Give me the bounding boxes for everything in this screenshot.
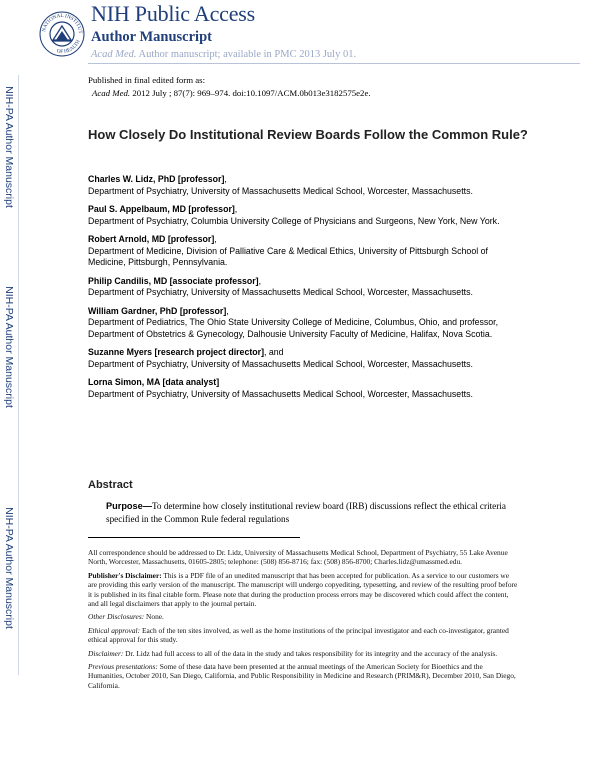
nih-seal-logo xyxy=(38,4,86,64)
footnote-label: Previous presentations: xyxy=(88,662,158,672)
abstract-heading: Abstract xyxy=(88,479,133,491)
author-name: Philip Candilis, MD [associate professor] xyxy=(88,275,259,286)
author-entry xyxy=(88,377,508,400)
nih-seal-icon xyxy=(38,4,86,64)
author-entry xyxy=(88,204,508,227)
author-affiliation: Department of Psychiatry, Columbia University College of Physicians and Surgeons, New York, New York. xyxy=(88,215,500,226)
author-name: Charles W. Lidz, PhD [professor] xyxy=(88,174,225,184)
published-line: Published in final edited form as: xyxy=(88,75,206,85)
abstract-purpose xyxy=(106,500,506,526)
author-sep: , xyxy=(226,305,229,316)
footnote-publisher-disclaimer xyxy=(88,571,518,609)
author-sep: , and xyxy=(264,347,284,357)
footnote-correspondence: All correspondence should be addressed to Dr. Lidz, University of Massachusetts Medical School, Department of Psychiatry, 55 Lake Avenue North, Worcester, Massachusetts, 01605-2805; telephone: (508) 856-8716; fax: (508) 856-8700; Charles.lidz@umassmed.edu. xyxy=(88,548,508,567)
citation-journal: Acad Med. xyxy=(92,87,131,98)
author-name: Robert Arnold, MD [professor] xyxy=(88,234,215,244)
article-title: How Closely Do Institutional Review Boards Follow the Common Rule? xyxy=(88,127,528,142)
footnote-label: Other Disclosures: xyxy=(88,612,145,622)
abstract-purpose-text: To determine how closely institutional review board (IRB) discussions reflect the ethical criteria specified in the Common Rule federal regulations xyxy=(106,501,506,524)
author-entry xyxy=(88,306,508,341)
author-entry xyxy=(88,347,508,370)
footnote-previous-presentations xyxy=(88,662,518,690)
author-name: Paul S. Appelbaum, MD [professor] xyxy=(88,204,235,214)
author-sep: , xyxy=(224,174,227,184)
author-affiliation: Department of Medicine, Division of Palliative Care & Medical Ethics, University of Pittsburgh School of Medicine, Pittsburgh, Pennsylvania. xyxy=(88,245,488,267)
sidebar-label-text-1: NIH-PA Author Manuscript xyxy=(3,86,15,208)
author-affiliation: Department of Psychiatry, University of Massachusetts Medical School, Worcester, Massachusetts. xyxy=(88,185,473,196)
author-name: Lorna Simon, MA [data analyst] xyxy=(88,377,220,387)
sidebar-label-text-3: NIH-PA Author Manuscript xyxy=(3,507,15,629)
author-affiliation: Department of Psychiatry, University of Massachusetts Medical School, Worcester, Massachusetts. xyxy=(88,388,473,399)
author-manuscript-subtitle: Author Manuscript xyxy=(91,29,212,45)
header-divider xyxy=(88,63,580,64)
availability-journal: Acad Med. xyxy=(91,49,137,60)
footnote-other-disclosures xyxy=(88,612,518,621)
footnote-label: Publisher's Disclaimer: xyxy=(88,570,162,580)
author-affiliation: Department of Psychiatry, University of Massachusetts Medical School, Worcester, Massachusetts. xyxy=(88,287,473,297)
author-name: William Gardner, PhD [professor] xyxy=(88,305,227,316)
citation-text: 2012 July ; 87(7): 969–974. doi:10.1097/ACM.0b013e3182575e2e. xyxy=(132,87,371,98)
author-sep: , xyxy=(258,275,262,286)
author-sep: , xyxy=(234,204,238,214)
footnote-text: Each of the ten sites involved, as well as the home institutions of the principal investigator and each co-investigator, granted ethical approval for this study. xyxy=(88,625,509,645)
author-sep: , xyxy=(214,234,217,244)
author-entry xyxy=(88,234,508,269)
author-list xyxy=(88,174,508,407)
footnotes xyxy=(88,548,518,694)
svg-text:OF HEALTH: OF HEALTH xyxy=(56,39,82,55)
footnote-label: Disclaimer: xyxy=(88,648,124,658)
footnote-text: Dr. Lidz had full access to all of the data in the study and takes responsibility for its integrity and the accuracy of the analysis. xyxy=(125,648,498,658)
author-entry xyxy=(88,174,508,197)
author-entry xyxy=(88,276,508,299)
abstract-purpose-label: Purpose— xyxy=(106,501,152,511)
availability-text: Author manuscript; available in PMC 2013 July 01. xyxy=(138,49,357,60)
sidebar-label-text-2: NIH-PA Author Manuscript xyxy=(3,286,15,408)
availability-line xyxy=(91,49,356,60)
footnote-disclaimer xyxy=(88,649,518,658)
footnote-ethical-approval xyxy=(88,626,518,645)
citation-line xyxy=(88,87,371,100)
footnote-text: This is a PDF file of an unedited manuscript that has been accepted for publication. As a service to our customers we are providing this early version of the manuscript. The manuscript will undergo copyediting, typesetting, and review of the resulting proof before it is published in its final citable form. Please note that during the production process errors may be discovered which could affect the content, and all legal disclaimers that apply to the journal pertain. xyxy=(88,570,518,609)
author-affiliation: Department of Pediatrics, The Ohio State University College of Medicine, Columbus, Ohio, and professor, Department of Obstetrics & Gynecology, Dalhousie University Faculty of Medicine, Halifax, Nova Scotia. xyxy=(88,317,499,339)
footnote-divider xyxy=(88,537,300,538)
footnote-text: None. xyxy=(146,612,164,622)
svg-text:NATIONAL INSTITUTES: NATIONAL INSTITUT xyxy=(41,13,84,34)
author-affiliation: Department of Psychiatry, University of Massachusetts Medical School, Worcester, Massachusetts. xyxy=(88,358,473,369)
footnote-text: Some of these data have been presented at the annual meetings of the American Society for Bioethics and the Humanities, October 2010, San Diego, California, and Public Responsibility in Medicine and Research (PRIM&R), December 2010, San Diego, California. xyxy=(88,662,516,690)
author-name: Suzanne Myers [research project director] xyxy=(88,347,264,357)
publication-info xyxy=(88,74,371,99)
nih-public-access-title: NIH Public Access xyxy=(91,1,256,26)
footnote-label: Ethical approval: xyxy=(88,625,141,635)
left-sidebar xyxy=(0,75,19,675)
